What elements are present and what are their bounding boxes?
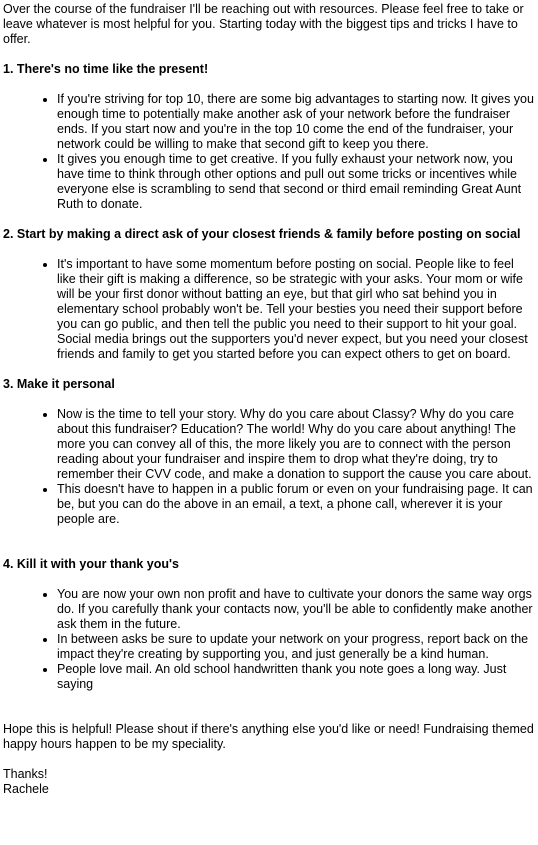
list-item: • It gives you enough time to get creative. If you fully exhaust your network now, you have time to think through other options and pull out some tricks or incentives while everyone else is scrambling to send that second or third email reminding Great Aunt Ruth to donate.	[57, 152, 534, 212]
list-item: • People love mail. An old school handwritten thank you note goes a long way. Just saying	[57, 662, 534, 692]
tip-list-4	[3, 587, 534, 692]
section-heading-2: 2. Start by making a direct ask of your closest friends & family before posting on social	[3, 227, 521, 241]
list-item: • In between asks be sure to update your network on your progress, report back on the impact they're creating by supporting you, and just generally be a kind human.	[57, 632, 534, 662]
list-item: • If you're striving for top 10, there are some big advantages to starting now. It gives you enough time to potentially make another ask of your network before the fundraiser ends. If you start now and you're in the top 10 come the end of the fundraiser, your network could be willing to make that second gift to keep you there.	[57, 92, 534, 152]
list-item: • This doesn't have to happen in a public forum or even on your fundraising page. It can be, but you can do the above in an email, a text, a phone call, wherever it is your people are.	[57, 482, 534, 527]
list-item: • You are now your own non profit and have to cultivate your donors the same way orgs do. If you carefully thank your contacts now, you'll be able to confidently make another ask them in the future.	[57, 587, 534, 632]
section-heading-1: 1. There's no time like the present!	[3, 62, 209, 76]
tip-list-3	[3, 407, 534, 527]
signoff: Thanks!	[3, 767, 48, 781]
list-item: • Now is the time to tell your story. Why do you care about Classy? Why do you care about this fundraiser? Education? The world! Why do you care about anything! The more you can convey all of this, the more likely you are to connect with the person reading about your fundraiser and inspire them to drop what they're doing, try to remember their CVV code, and make a donation to support the cause you care about.	[57, 407, 534, 482]
intro-paragraph: Over the course of the fundraiser I'll be reaching out with resources. Please feel free to take or leave whatever is most helpful for you. Starting today with the biggest tips and tricks I have to offer.	[3, 2, 524, 46]
section-heading-4: 4. Kill it with your thank you's	[3, 557, 179, 571]
tip-list-1	[3, 92, 534, 212]
signature: Rachele	[3, 782, 49, 796]
closing-paragraph: Hope this is helpful! Please shout if there's anything else you'd like or need! Fundraising themed happy hours happen to be my speciality.	[3, 722, 534, 751]
list-item: • It's important to have some momentum before posting on social. People like to feel like their gift is making a difference, so be strategic with your asks. Your mom or wife will be your first donor without batting an eye, but that girl who sat behind you in elementary school probably won't be. Tell your besties you need their support before you can go public, and then tell the public you need to their support to hit your goal. Social media brings out the supporters you'd never expect, but you need your closest friends and family to get you started before you can expect others to get on board.	[57, 257, 534, 362]
section-heading-3: 3. Make it personal	[3, 377, 115, 391]
tip-list-2	[3, 257, 534, 362]
